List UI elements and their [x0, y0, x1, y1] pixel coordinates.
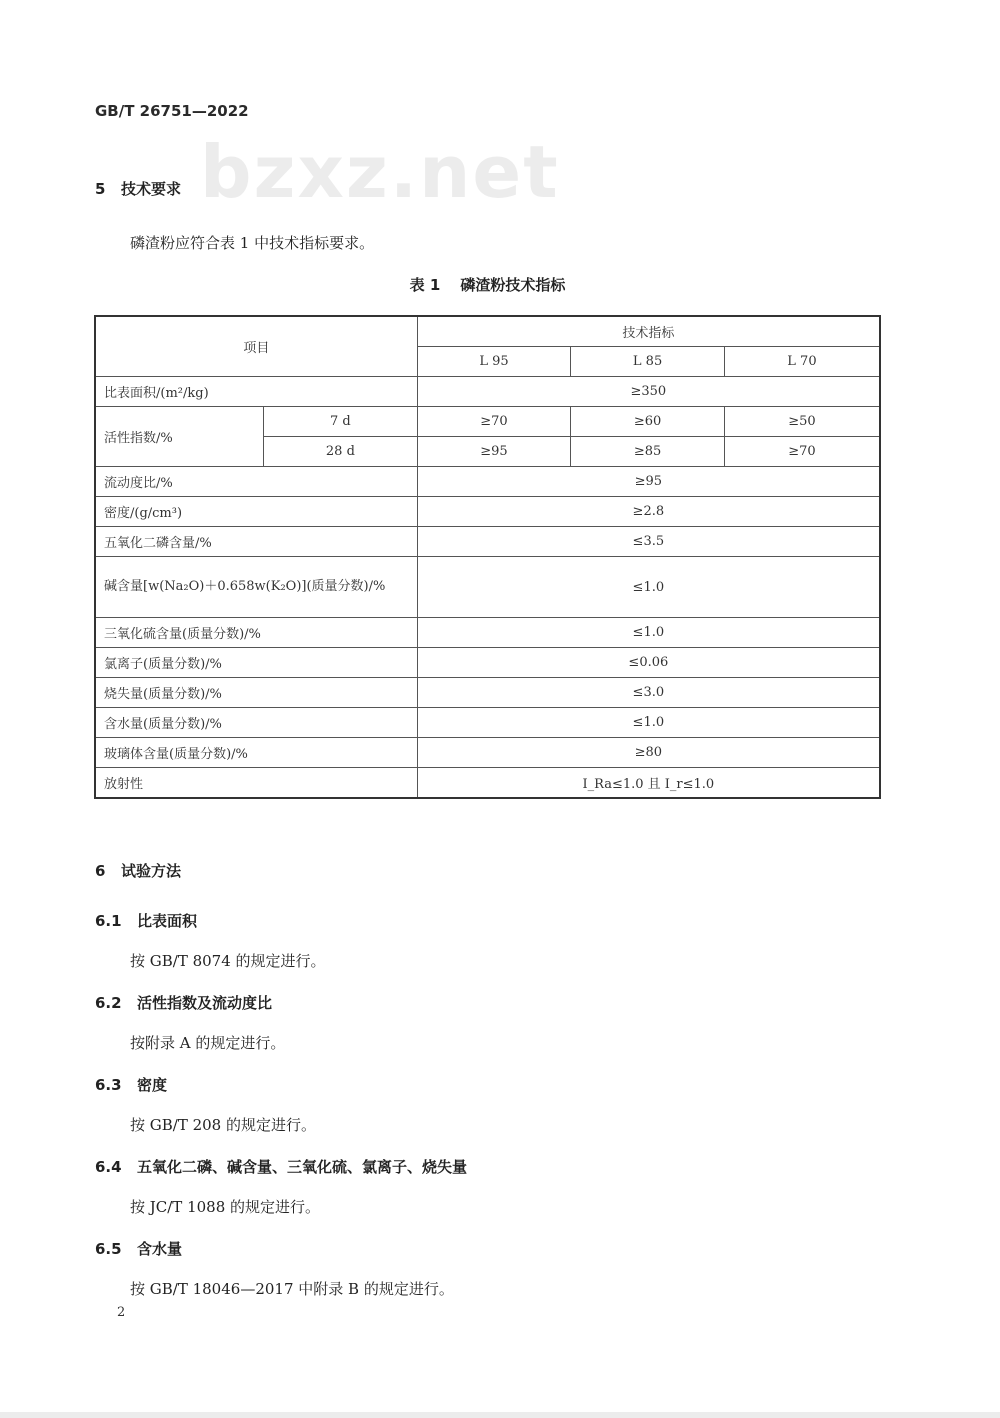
row-value: ≥60: [571, 407, 725, 437]
subsection-text: 按 GB/T 18046—2017 中附录 B 的规定进行。: [130, 1280, 454, 1298]
subsection-heading: [95, 1156, 467, 1177]
table-caption-title: 磷渣粉技术指标: [460, 276, 566, 294]
row-value: ≥85: [571, 437, 725, 467]
table-row: [95, 648, 880, 678]
subsection-text: 按 JC/T 1088 的规定进行。: [130, 1198, 321, 1216]
row-value: ≥95: [417, 467, 880, 497]
table-row: [95, 678, 880, 708]
row-value: ≤0.06: [417, 648, 880, 678]
row-value: ≤1.0: [417, 557, 880, 618]
subsection-text: 按附录 A 的规定进行。: [130, 1034, 286, 1052]
section-6-heading: [95, 860, 181, 881]
table-row: [95, 377, 880, 407]
header-tech: 技术指标: [417, 316, 880, 347]
section-5-text: 磷渣粉应符合表 1 中技术指标要求。: [130, 234, 375, 252]
row-value: ≥70: [417, 407, 571, 437]
row-label: 五氧化二磷含量/%: [95, 527, 417, 557]
subsection-title: 含水量: [137, 1240, 183, 1258]
subsection-title: 密度: [137, 1076, 168, 1094]
subsection-title: 活性指数及流动度比: [137, 994, 273, 1012]
subsection-number: 6.5: [95, 1240, 122, 1258]
subsection-number: 6.4: [95, 1158, 122, 1176]
page-number: 2: [117, 1305, 126, 1320]
subsection-text: 按 GB/T 208 的规定进行。: [130, 1116, 316, 1134]
row-label: 放射性: [95, 768, 417, 799]
row-label: 比表面积/(m²/kg): [95, 377, 417, 407]
age-label: 7 d: [264, 407, 418, 437]
page-bottom-edge: [0, 1412, 1000, 1418]
row-label: 三氧化硫含量(质量分数)/%: [95, 618, 417, 648]
subsection-number: 6.3: [95, 1076, 122, 1094]
table-row: [95, 768, 880, 799]
section-number: 5: [95, 180, 106, 198]
standard-number: GB/T 26751—2022: [95, 102, 249, 120]
table-row: [95, 618, 880, 648]
row-label: 活性指数/%: [95, 407, 264, 467]
grade-l95: L 95: [417, 347, 571, 377]
row-label: 烧失量(质量分数)/%: [95, 678, 417, 708]
table-row: [95, 527, 880, 557]
row-value: I_Ra≤1.0 且 I_r≤1.0: [417, 768, 880, 799]
table-row: [95, 407, 880, 437]
table-row: [95, 467, 880, 497]
subsection-heading: [95, 1074, 167, 1095]
grade-l85: L 85: [571, 347, 725, 377]
row-value: ≥50: [724, 407, 880, 437]
table-row: [95, 557, 880, 618]
row-value: ≤1.0: [417, 618, 880, 648]
table-row: [95, 497, 880, 527]
subsection-title: 比表面积: [137, 912, 198, 930]
watermark: bzxz.net: [200, 130, 560, 214]
table-row: [95, 738, 880, 768]
table-header-row: [95, 316, 880, 347]
subsection-title: 五氧化二磷、碱含量、三氧化硫、氯离子、烧失量: [137, 1158, 468, 1176]
row-value: ≥350: [417, 377, 880, 407]
table-caption-label: 表 1: [409, 276, 441, 294]
row-value: ≥2.8: [417, 497, 880, 527]
row-value: ≤1.0: [417, 708, 880, 738]
header-item: 项目: [95, 316, 417, 377]
row-label: 玻璃体含量(质量分数)/%: [95, 738, 417, 768]
row-label: 流动度比/%: [95, 467, 417, 497]
section-title: 试验方法: [121, 862, 182, 880]
subsection-heading: [95, 992, 272, 1013]
subsection-heading: [95, 910, 197, 931]
row-value: ≤3.5: [417, 527, 880, 557]
spec-table: [94, 315, 881, 799]
row-value: ≥70: [724, 437, 880, 467]
row-value: ≤3.0: [417, 678, 880, 708]
section-title: 技术要求: [121, 180, 182, 198]
row-label: 氯离子(质量分数)/%: [95, 648, 417, 678]
section-number: 6: [95, 862, 106, 880]
subsection-heading: [95, 1238, 182, 1259]
grade-l70: L 70: [724, 347, 880, 377]
subsection-number: 6.1: [95, 912, 122, 930]
row-value: ≥80: [417, 738, 880, 768]
table-caption: [0, 274, 975, 295]
age-label: 28 d: [264, 437, 418, 467]
row-label: 碱含量[w(Na₂O)＋0.658w(K₂O)](质量分数)/%: [95, 557, 417, 618]
subsection-text: 按 GB/T 8074 的规定进行。: [130, 952, 326, 970]
row-label: 含水量(质量分数)/%: [95, 708, 417, 738]
row-value: ≥95: [417, 437, 571, 467]
table-row: [95, 708, 880, 738]
subsection-number: 6.2: [95, 994, 122, 1012]
section-5-heading: [95, 178, 181, 199]
row-label: 密度/(g/cm³): [95, 497, 417, 527]
